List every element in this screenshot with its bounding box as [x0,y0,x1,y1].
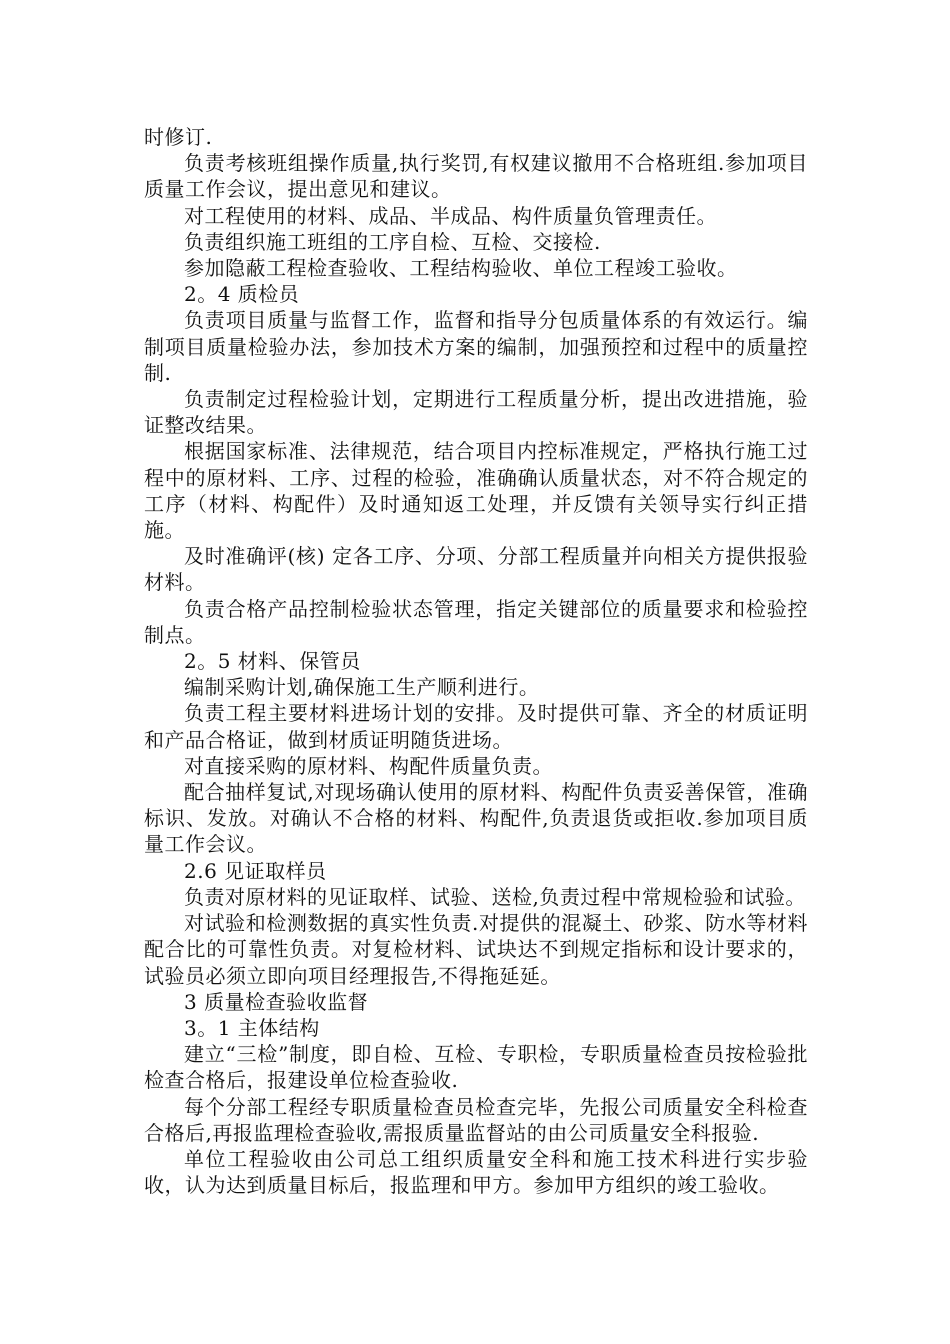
section-heading: 3 质量检查验收监督 [184,989,369,1014]
paragraph: 对工程使用的材料、成品、半成品、构件质量负管理责任。 [184,203,717,228]
paragraph: 及时准确评(核) 定各工序、分项、分部工程质量并向相关方提供报验材料。 [144,544,808,595]
paragraph: 负责对原材料的见证取样、试验、送检,负责过程中常规检验和试验。 [184,884,806,909]
paragraph: 每个分部工程经专职质量检查员检查完毕，先报公司质量安全科检查合格后,再报监理检查验收,需报质量监督站的由公司质量安全科报验. [144,1094,808,1145]
section-heading: 3。1 主体结构 [184,1015,320,1040]
paragraph: 单位工程验收由公司总工组织质量安全科和施工技术科进行实步验收，认为达到质量目标后，报监理和甲方。参加甲方组织的竣工验收。 [144,1146,808,1198]
paragraph: 负责合格产品控制检验状态管理，指定关键部位的质量要求和检验控制点。 [144,596,808,647]
paragraph: 编制采购计划,确保施工生产顺利进行。 [184,675,540,700]
paragraph: 负责制定过程检验计划，定期进行工程质量分析，提出改进措施，验证整改结果。 [144,387,808,438]
paragraph: 负责考核班组操作质量,执行奖罚,有权建议撤用不合格班组.参加项目质量工作会议，提出意见和建议。 [144,151,808,202]
paragraph: 参加隐蔽工程检查验收、工程结构验收、单位工程竣工验收。 [184,256,738,281]
paragraph: 配合抽样复试,对现场确认使用的原材料、构配件负责妥善保管，准确标识、发放。对确认不合格的材料、构配件,负责退货或拒收.参加项目质量工作会议。 [144,780,808,857]
paragraph: 负责组织施工班组的工序自检、互检、交接检. [184,229,601,254]
paragraph: 根据国家标准、法律规范，结合项目内控标准规定，严格执行施工过程中的原材料、工序、过程的检验，准确确认质量状态，对不符合规定的工序（材料、构配件）及时通知返工处理，并反馈有关领导实行纠正措施。 [144,439,808,543]
paragraph: 时修订. [144,125,213,149]
paragraph: 负责项目质量与监督工作，监督和指导分包质量体系的有效运行。编制项目质量检验办法，参加技术方案的编制，加强预控和过程中的质量控制. [144,308,808,385]
paragraph: 建立“三检”制度，即自检、互检、专职检，专职质量检查员按检验批检查合格后，报建设单位检查验收. [144,1042,808,1093]
paragraph: 对直接采购的原材料、构配件质量负责。 [184,753,553,778]
section-heading: 2。5 材料、保管员 [184,649,361,674]
document-body [144,124,808,1198]
paragraph: 对试验和检测数据的真实性负责.对提供的混凝土、砂浆、防水等材料配合比的可靠性负责。对复检材料、试块达不到规定指标和设计要求的，试验员必须立即向项目经理报告,不得拖延延。 [144,911,808,988]
paragraph: 负责工程主要材料进场计划的安排。及时提供可靠、齐全的材质证明和产品合格证，做到材质证明随货进场。 [144,701,808,752]
section-heading: 2.6 见证取样员 [184,858,327,883]
section-heading: 2。4 质检员 [184,282,300,307]
